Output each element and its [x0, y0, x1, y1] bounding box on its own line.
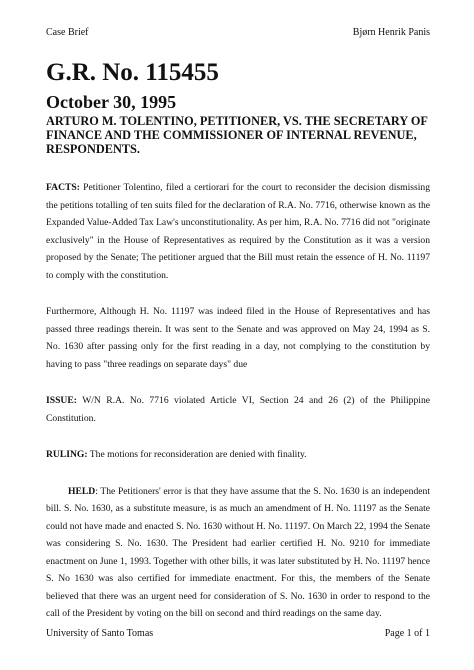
case-date: October 30, 1995 — [46, 92, 177, 112]
held-paragraph — [46, 483, 430, 623]
footer-page-number: Page 1 of 1 — [384, 628, 430, 639]
issue-text: W/N R.A. No. 7716 violated Article VI, Section 24 and 26 (2) of the Philippine Constitution. — [46, 395, 430, 424]
held-label: HELD — [68, 485, 96, 497]
ruling-paragraph — [46, 446, 430, 464]
facts-text: Petitioner Tolentino, filed a certiorari for the court to reconsider the decision dismissing the petitions totalling of ten suits filed for the declaration of R.A. No. 7716, otherwise known as the Expanded Value-Added Tax Law's unconstitutionality. As per him, R.A. No. 7716 did not "originate exclusively" in the House of Representatives as required by the Constitution as it was a version proposed by the Senate; The petitioner argued that the Bill must retain the essence of H. No. 11197 to comply with the constitution. — [46, 182, 430, 281]
facts-paragraph — [46, 179, 430, 284]
issue-label: ISSUE: — [46, 395, 77, 406]
issue-paragraph — [46, 392, 430, 427]
case-parties: ARTURO M. TOLENTINO, PETITIONER, VS. THE SECRETARY OF FINANCE AND THE COMMISSIONER OF INTERNAL REVENUE, RESPONDENTS. — [46, 114, 428, 156]
header-author: Bjørn Henrik Panis — [352, 27, 430, 38]
facts-continuation-paragraph: Furthermore, Although H. No. 11197 was indeed filed in the House of Representatives and has passed three readings therein. It was sent to the Senate and was approved on May 24, 1994 as S. No. 1630 after passing only for the first reading in a day, not complying to the constitution by having to pass "three readings on separate days" due — [46, 306, 430, 370]
ruling-label: RULING: — [46, 449, 88, 460]
ruling-text: The motions for reconsideration are denied with finality. — [87, 449, 307, 460]
case-number: G.R. No. 115455 — [46, 59, 219, 86]
footer-institution: University of Santo Tomas — [46, 628, 154, 639]
header-doc-type: Case Brief — [46, 27, 89, 38]
brief-body — [46, 58, 430, 623]
facts-label: FACTS: — [46, 182, 80, 193]
held-text: : The Petitioners' error is that they have assume that the S. No. 1630 is an independent bill. S. No. 1630, as a substitute measure, is as much an amendment of H. No. 11197 as the Senate could not have made and enacted S. No. 1630 without H. No. 11197. On March 22, 1994 the Senate was considering S. No. 1630. The President had earlier certified H. No. 9210 for immediate enactment on June 1, 1993. Together with other bills, it was later substituted by H. No. 11197 hence S. No 1630 was also certified for immediate enactment. For this, the members of the Senate believed that there was an urgent need for consideration of S. No. 1630 in order to respond to the call of the President by voting on the bill on second and third readings on the same day. — [46, 485, 430, 619]
